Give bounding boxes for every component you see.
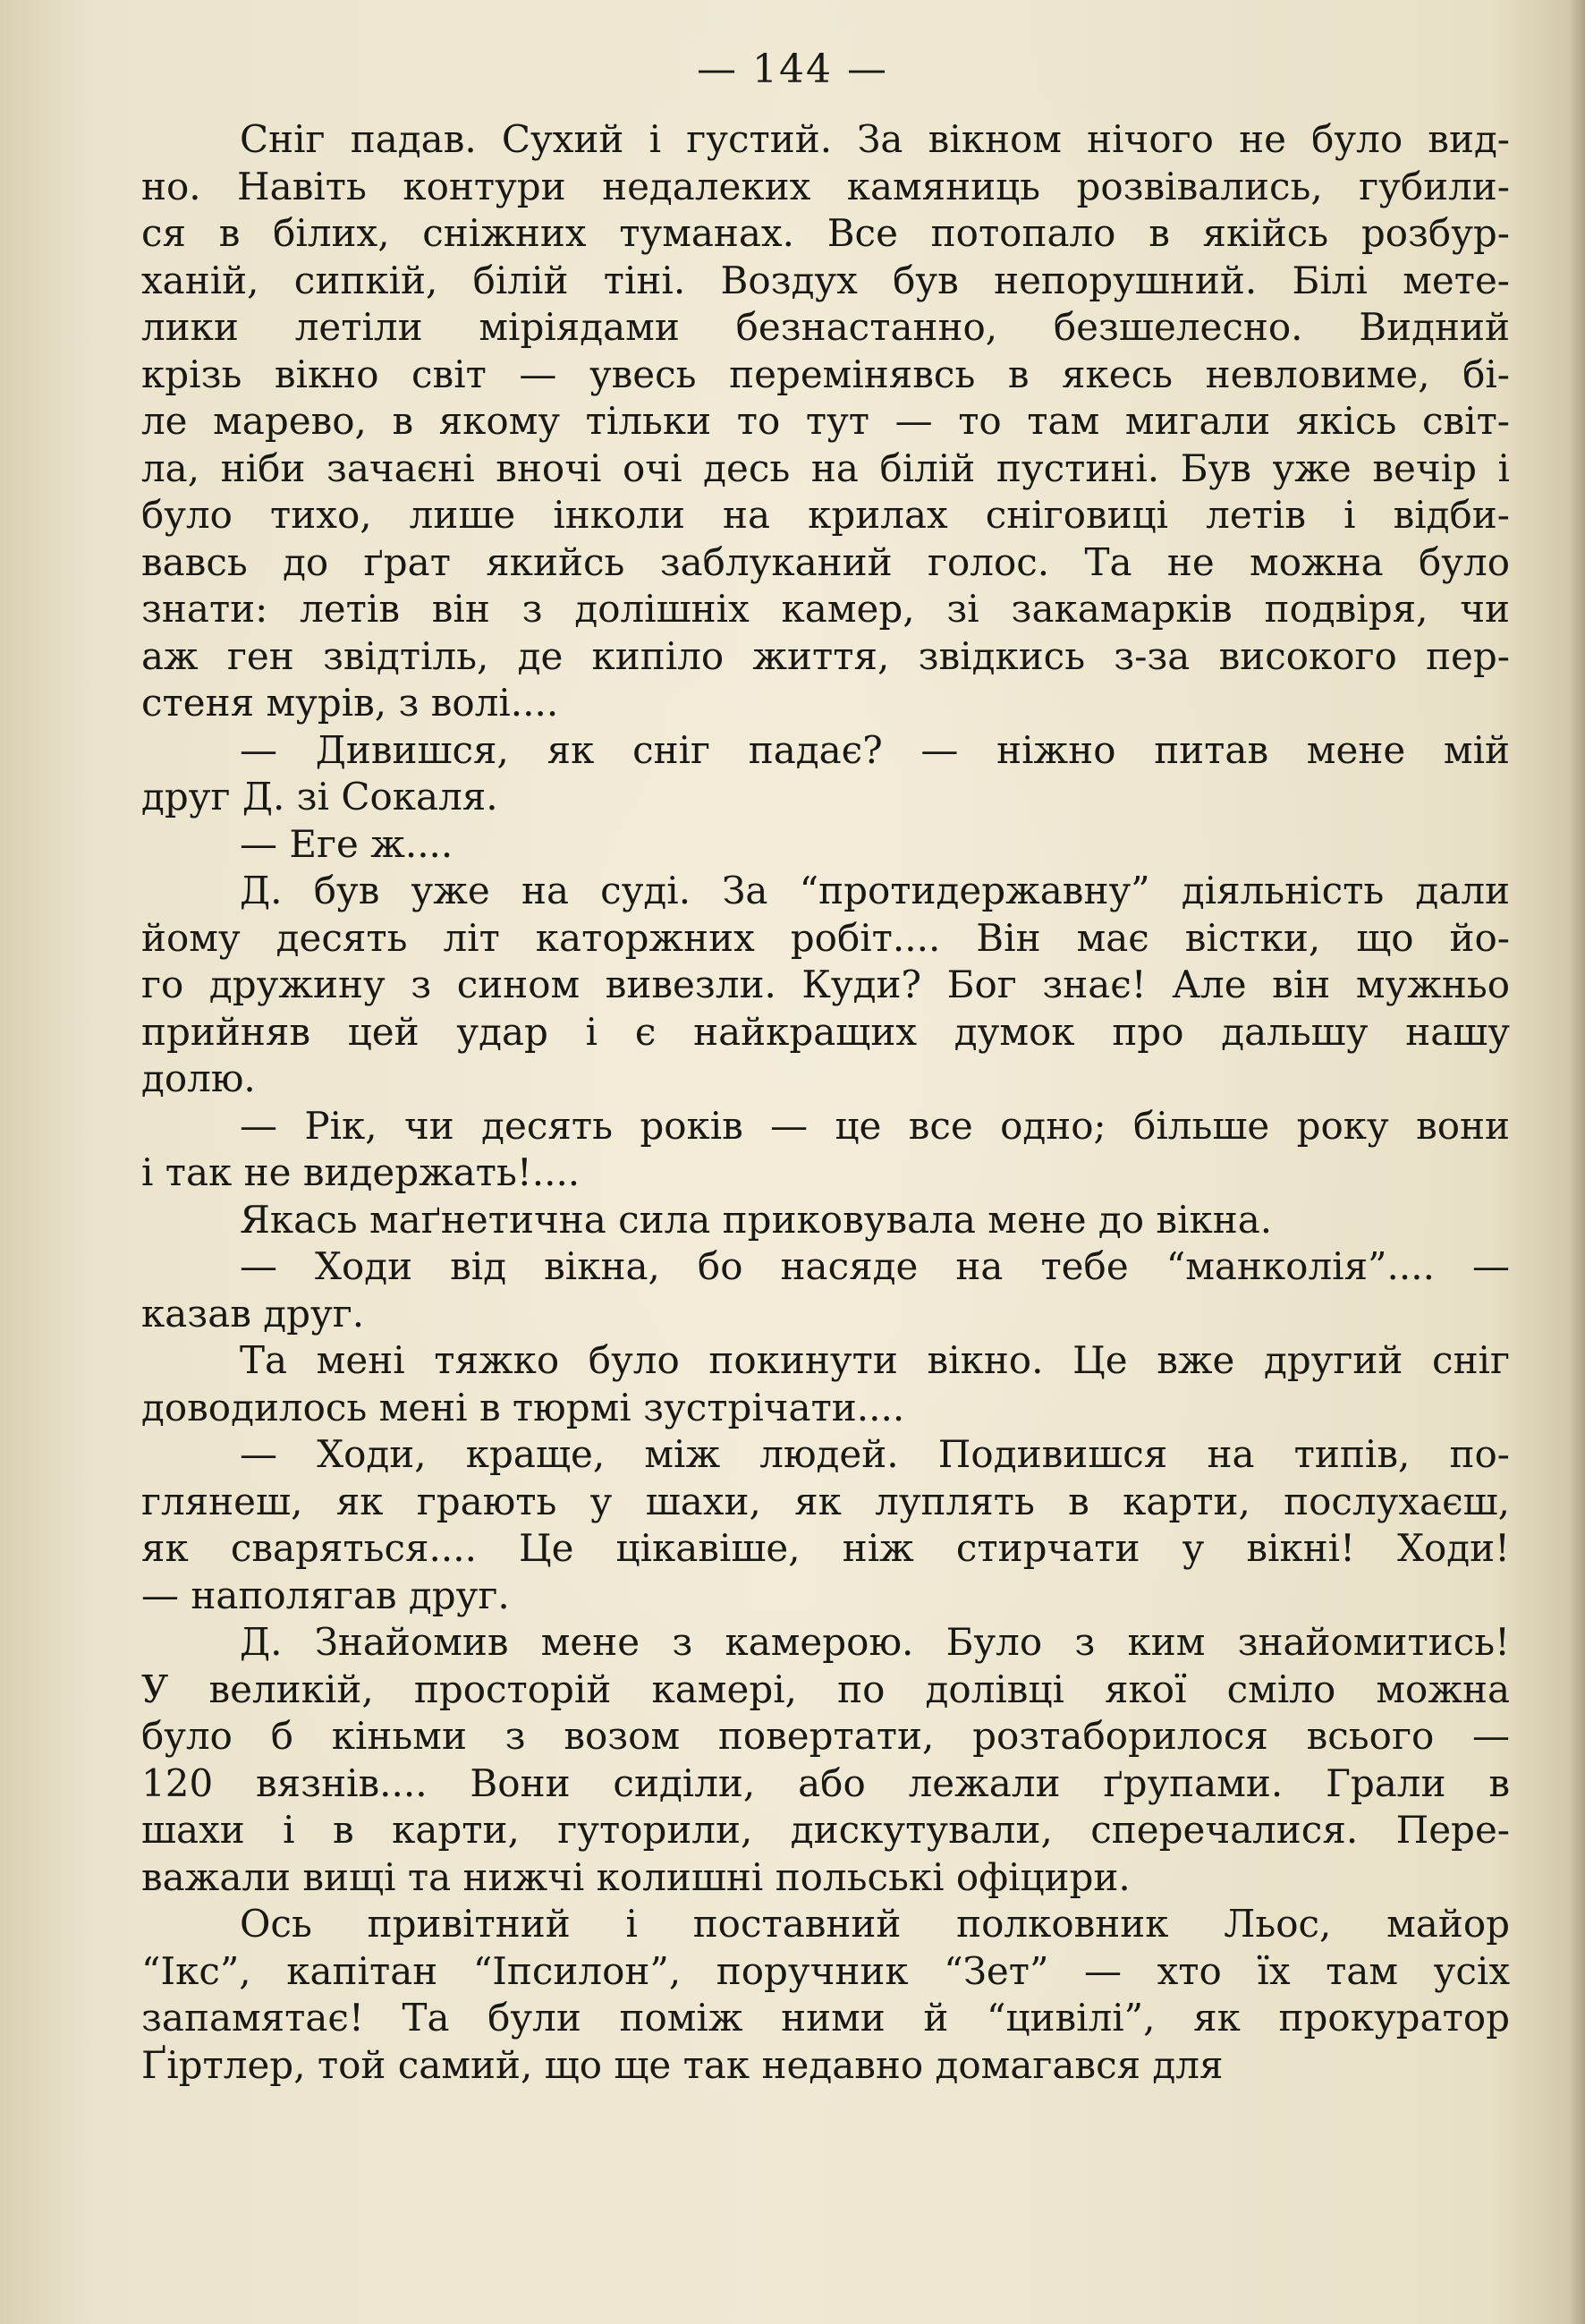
text-line: було б кіньми з возом повертати, розтаборилося всього — — [141, 1714, 1510, 1758]
text-line: Д. Знайомив мене з камерою. Було з ким знайомитись! — [240, 1620, 1510, 1664]
text-line: вавсь до ґрат якийсь заблуканий голос. Та не можна було — [141, 539, 1510, 584]
text-line: долю. — [141, 1056, 256, 1100]
text-line: Якась маґнетична сила приковувала мене до вікна. — [240, 1197, 1273, 1242]
text-line: — Еге ж.... — [240, 821, 453, 866]
text-line: доводилось мені в тюрмі зустрічати.... — [141, 1385, 905, 1429]
text-line: як сваряться.... Це цікавіше, ніж стирчати у вікні! Ходи! — [141, 1526, 1510, 1570]
text-line: друг Д. зі Сокаля. — [141, 775, 498, 818]
text-line: — Ходи, краще, між людей. Подивишся на типів, по- — [240, 1432, 1510, 1476]
page-edge-shadow — [1569, 0, 1585, 2324]
text-line: стеня мурів, з волі.... — [141, 681, 559, 725]
text-line: Ґіртлер, той самий, що ще так недавно домагався для — [141, 2042, 1224, 2087]
text-line: ханій, сипкій, білій тіні. Воздух був непорушний. Білі мете- — [141, 258, 1510, 302]
text-line: лики летіли міріядами безнастанно, безшелесно. Видний — [141, 305, 1510, 349]
text-line: знати: летів він з долішніх камер, зі закамарків подвіря, чи — [141, 587, 1510, 631]
text-line: — наполягав друг. — [141, 1573, 510, 1617]
text-line: 120 вязнів.... Вони сиділи, або лежали ґрупами. Грали в — [141, 1760, 1510, 1805]
text-line: ла, ніби зачаєні вночі очі десь на білій пустині. Був уже вечір і — [141, 445, 1510, 490]
text-line: прийняв цей удар і є найкращих думок про дальшу нашу — [141, 1009, 1510, 1054]
text-line: — Рік, чи десять років — це все одно; більше року вони — [240, 1103, 1510, 1148]
text-line: Д. був уже на суді. За “протидержавну” діяльність дали — [240, 869, 1510, 912]
text-line: Сніг падав. Сухий і густий. За вікном нічого не було вид- — [240, 117, 1510, 161]
text-line: ся в білих, сніжних туманах. Все потопало в якійсь розбур- — [141, 211, 1510, 255]
text-line: запамятає! Та були поміж ними й “цивілі”, як прокуратор — [141, 1996, 1510, 2040]
text-line: — Дивишся, як сніг падає? — ніжно питав мене мій — [240, 727, 1510, 772]
text-line: го дружину з сином вивезли. Куди? Бог знає! Але він мужньо — [141, 963, 1510, 1006]
text-line: глянеш, як грають у шахи, як луплять в карти, послухаєш, — [141, 1479, 1510, 1523]
text-line: ле марево, в якому тільки то тут — то там мигали якісь світ- — [141, 399, 1510, 443]
text-line: і так не видержать!.... — [141, 1150, 581, 1194]
text-line: — Ходи від вікна, бо насяде на тебе “манколія”.... — — [240, 1244, 1510, 1288]
text-line: Ось привітний і поставний полковник Льос, майор — [240, 1902, 1510, 1946]
text-line: Та мені тяжко було покинути вікно. Це вже другий сніг — [240, 1338, 1510, 1382]
text-line: но. Навіть контури недалеких камяниць розвівались, губили- — [141, 164, 1510, 208]
text-line: важали вищі та нижчі колишні польські офіцири. — [141, 1854, 1131, 1899]
text-line: У великій, просторій камері, по долівці якої сміло можна — [141, 1667, 1510, 1711]
text-line: було тихо, лише інколи на крилах сніговиці летів і відби- — [141, 493, 1510, 537]
text-line: аж ген звідтіль, де кипіло життя, звідкись з-за високого пер- — [141, 633, 1510, 678]
text-line: шахи і в карти, гуторили, дискутували, сперечалися. Пере- — [141, 1808, 1510, 1852]
page-number: — 144 — — [697, 47, 888, 92]
text-line: “Ікс”, капітан “Іпсилон”, поручник “Зет” — хто їх там усіх — [141, 1948, 1510, 1993]
text-line: крізь вікно світ — увесь перемінявсь в якесь невловиме, бі- — [141, 352, 1510, 396]
body-text — [141, 116, 1510, 2089]
text-line: йому десять літ каторжних робіт.... Він має вістки, що йо- — [141, 915, 1510, 960]
text-line: казав друг. — [141, 1291, 365, 1336]
